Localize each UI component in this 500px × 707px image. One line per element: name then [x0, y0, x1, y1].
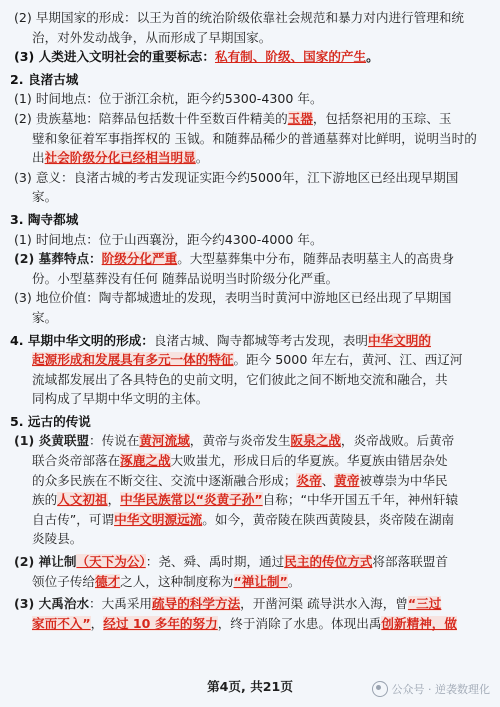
text: 之人，这种制度称为	[120, 573, 234, 589]
sec5-y4	[10, 490, 490, 510]
label: (1) 炎黄联盟	[14, 433, 90, 449]
sec3-title: 3. 陶寺都城	[10, 211, 79, 227]
highlight: 黄帝	[334, 472, 360, 488]
highlight: 涿鹿之战	[120, 453, 171, 469]
highlight: 中华民族常以“炎黄子孙”	[120, 492, 263, 508]
sec2-t2-line2: 璧和象征着军事指挥权的 玉钺。和随葬品稀少的普通墓葬对比鲜明，说明当时的	[32, 130, 477, 146]
text: ，炎帝战败。后黄帝	[340, 433, 455, 449]
text: 、	[321, 472, 335, 488]
sec1-p3-end: 。	[366, 49, 379, 65]
text: 大败蚩尤，形成日后的华夏族。华夏族由错居杂处	[170, 453, 448, 469]
sec3-t3-line2: 家。	[32, 309, 58, 325]
highlight: “禅让制”	[233, 573, 288, 589]
highlight: 炎帝	[296, 472, 322, 488]
watermark-text: 公众号 · 逆袭数理化	[391, 683, 490, 696]
highlight: “三过	[407, 596, 442, 612]
highlight: 民主的传位方式	[284, 554, 373, 570]
text: ，	[107, 492, 121, 508]
highlight: 家而不入”	[32, 615, 91, 631]
wechat-icon	[372, 681, 388, 697]
sec1-p3-highlight: 私有制、阶级、国家的产生	[214, 49, 367, 65]
text: ，开凿河渠 疏导洪水入海，曾	[240, 596, 408, 612]
highlight: （天下为公）	[76, 554, 146, 570]
highlight-class-severe: 阶级分化严重	[101, 251, 178, 267]
text: 被尊崇为中华民	[359, 472, 448, 488]
text: ，	[90, 615, 104, 631]
text: (2) 墓葬特点：	[14, 251, 102, 267]
sec4-line2	[10, 350, 490, 370]
sec5-d1	[10, 594, 490, 614]
label: (2) 禅让制	[14, 554, 77, 570]
page-number: 第4页, 共21页	[207, 679, 293, 694]
sec1-p3-label: (3) 人类进入文明社会的重要标志：	[14, 49, 215, 65]
text: 将部落联盟首	[372, 554, 448, 570]
sec5-c2	[10, 572, 490, 592]
sec5-title: 5. 远古的传说	[10, 413, 91, 429]
text: 。如今，黄帝陵在陕西黄陵县，炎帝陵在湖南	[202, 511, 455, 527]
highlight: 疏导的科学方法	[152, 596, 241, 612]
highlight: 中华文明源远流	[114, 511, 203, 527]
highlight-class-division: 社会阶级分化已经相当明显	[44, 150, 196, 166]
text: 。	[287, 573, 301, 589]
sec3-t2-line2: 份。小型墓葬没有任何 随葬品说明当时阶级分化严重。	[32, 270, 339, 286]
sec2-t1: (1) 时间地点：位于浙江余杭，距今约5300-4300 年。	[14, 91, 323, 107]
sec4-line4: 同构成了早期中华文明的主体。	[32, 391, 209, 407]
sec2-t2-line1	[10, 109, 490, 129]
sec5-c1	[10, 552, 490, 572]
text: ，黄帝与炎帝发生	[189, 433, 291, 449]
text: ：传说在	[89, 433, 140, 449]
text: 族的	[32, 492, 58, 508]
sec3-t1: (1) 时间地点：位于山西襄汾，距今约4300-4000 年。	[14, 231, 323, 247]
text: 领位子传给	[32, 573, 95, 589]
text: ，包括祭祀用的玉琮、玉	[312, 110, 452, 126]
text: ：尧、舜、禹时期，通过	[145, 554, 285, 570]
label: (3) 大禹治水	[14, 596, 90, 612]
highlight-origin: 中华文明的	[367, 332, 431, 348]
sec1-p2-line2: 治，对外发动战争，从而形成了早期国家。	[32, 29, 272, 45]
text: 。	[195, 150, 209, 166]
highlight: 创新精神，做	[381, 615, 457, 631]
sec2-t2-line3	[10, 148, 490, 168]
sec1-p3	[10, 47, 490, 67]
text: ，终于消除了水患。体现出禹	[217, 615, 382, 631]
highlight: 经过 10 多年的努力	[103, 615, 218, 631]
highlight: 德才	[94, 573, 121, 589]
sec5-y1	[10, 431, 490, 451]
sec2-title: 2. 良渚古城	[10, 71, 79, 87]
sec5-y2	[10, 451, 490, 471]
text: ：大禹采用	[89, 596, 153, 612]
text: 。距今 5000 年左右，黄河、江、西辽河	[233, 352, 463, 368]
text: 自古传”，可谓	[32, 511, 115, 527]
highlight-diversity: 起源形成和发展具有多元一体的特征	[32, 352, 234, 368]
sec3-t3-line1: (3) 地位价值：陶寺都城遗址的发现，表明当时黄河中游地区已经出现了早期国	[14, 290, 452, 306]
sec4-label: 4. 早期中华文明的形成：	[10, 332, 154, 348]
sec5-d2	[10, 614, 490, 634]
sec2-t3-line2: 家。	[32, 189, 58, 205]
highlight: 人文初祖	[57, 492, 108, 508]
watermark	[372, 681, 491, 697]
text: 的众多民族在不断交往、交流中逐渐融合形成；	[32, 472, 297, 488]
text: 。大型墓葬集中分布，随葬品表明墓主人的高贵身	[177, 251, 455, 267]
text: 自称；“中华开国五千年，神州轩辕	[262, 492, 459, 508]
text: 良渚古城、陶寺都城等考古发现，表明	[153, 332, 368, 348]
highlight-jade: 玉器	[287, 110, 313, 126]
sec4-line1	[10, 331, 490, 351]
text: 联合炎帝部落在	[32, 453, 121, 469]
sec5-y5	[10, 510, 490, 530]
highlight: 阪泉之战	[290, 433, 341, 449]
text: (2) 贵族墓地：陪葬品包括数十件至数百件精美的	[14, 110, 288, 126]
sec4-line3: 流域都发展出了各具特色的史前文明，它们彼此之间不断地交流和融合，共	[32, 371, 448, 387]
text: 出	[32, 150, 45, 166]
highlight: 黄河流域	[139, 433, 190, 449]
sec5-y6: 炎陵县。	[32, 531, 83, 547]
sec3-t2-line1	[10, 249, 490, 269]
sec1-p2-line1: (2) 早期国家的形成：以王为首的统治阶级依靠社会规范和暴力对内进行管理和统	[14, 10, 465, 25]
sec2-t3-line1: (3) 意义：良渚古城的考古发现证实距今约5000年，江下游地区已经出现早期国	[14, 169, 459, 185]
sec5-y3	[10, 471, 490, 491]
